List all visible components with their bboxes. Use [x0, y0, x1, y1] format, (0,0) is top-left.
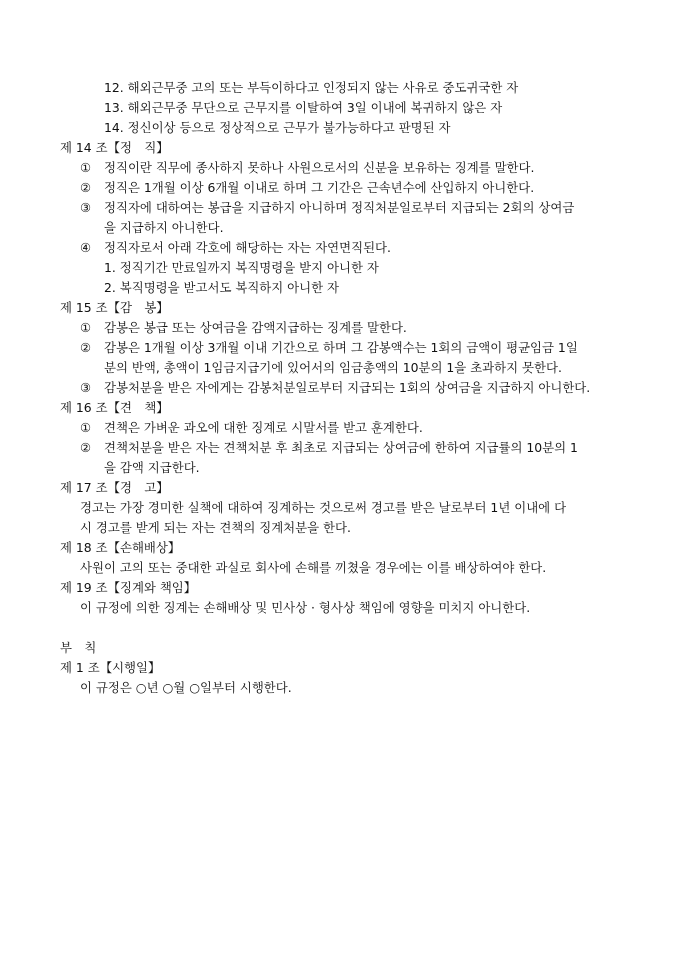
article-heading: 제 1 조【시행일】 — [60, 660, 161, 675]
paragraph-continuation: 분의 반액, 총액이 1임금지급기에 있어서의 임금총액의 10분의 1을 초과하지 못한다. — [104, 360, 562, 375]
paragraph-marker: ② — [80, 440, 92, 455]
list-item: 12. 해외근무중 고의 또는 부득이하다고 인정되지 않는 사유로 중도귀국한 자 — [104, 80, 519, 95]
paragraph — [0, 418, 680, 438]
article-heading: 제 17 조【경 고】 — [60, 480, 169, 495]
paragraph-marker: ① — [80, 160, 92, 175]
paragraph-marker: ① — [80, 420, 92, 435]
paragraph — [0, 178, 680, 198]
paragraph-marker: ② — [80, 340, 92, 355]
paragraph-marker: ③ — [80, 380, 92, 395]
paragraph-text: 감봉은 1개월 이상 3개월 이내 기간으로 하며 그 감봉액수는 1회의 금액이 평균임금 1일 — [104, 340, 578, 355]
paragraph-text: 감봉은 봉급 또는 상여금을 감액지급하는 징계를 말한다. — [104, 320, 407, 335]
paragraph — [0, 318, 680, 338]
article-body: 이 규정에 의한 징계는 손해배상 및 민사상 · 형사상 책임에 영향을 미치지 아니한다. — [80, 600, 531, 615]
paragraph-text: 견책은 가벼운 과오에 대한 징계로 시말서를 받고 훈계한다. — [104, 420, 423, 435]
article-heading: 제 15 조【감 봉】 — [60, 300, 169, 315]
paragraph-continuation: 을 지급하지 아니한다. — [104, 220, 224, 235]
paragraph — [0, 158, 680, 178]
paragraph-marker: ② — [80, 180, 92, 195]
article-heading: 제 16 조【견 책】 — [60, 400, 169, 415]
paragraph-text: 견책처분을 받은 자는 견책처분 후 최초로 지급되는 상여금에 한하여 지급률의 10분의 1 — [104, 440, 578, 455]
paragraph-marker: ① — [80, 320, 92, 335]
paragraph-text: 정직자로서 아래 각호에 해당하는 자는 자연면직된다. — [104, 240, 391, 255]
article-heading: 제 19 조【징계와 책임】 — [60, 580, 197, 595]
article-heading: 제 18 조【손해배상】 — [60, 540, 181, 555]
paragraph — [0, 198, 680, 218]
article-body: 사원이 고의 또는 중대한 과실로 회사에 손해를 끼쳤을 경우에는 이를 배상하여야 한다. — [80, 560, 547, 575]
paragraph — [0, 338, 680, 358]
paragraph-marker: ③ — [80, 200, 92, 215]
list-item: 13. 해외근무중 무단으로 근무지를 이탈하여 3일 이내에 복귀하지 않은 자 — [104, 100, 503, 115]
section-heading: 부 칙 — [60, 640, 97, 655]
paragraph-text: 정직은 1개월 이상 6개월 이내로 하며 그 기간은 근속년수에 산입하지 아니한다. — [104, 180, 535, 195]
sub-item: 1. 정직기간 만료일까지 복직명령을 받지 아니한 자 — [104, 260, 379, 275]
paragraph — [0, 378, 680, 398]
list-item: 14. 정신이상 등으로 정상적으로 근무가 불가능하다고 판명된 자 — [104, 120, 451, 135]
article-body: 이 규정은 ○년 ○월 ○일부터 시행한다. — [80, 680, 292, 695]
paragraph — [0, 438, 680, 458]
paragraph-text: 정직이란 직무에 종사하지 못하나 사원으로서의 신분을 보유하는 징계를 말한다. — [104, 160, 535, 175]
paragraph — [0, 238, 680, 258]
sub-item: 2. 복직명령을 받고서도 복직하지 아니한 자 — [104, 280, 339, 295]
paragraph-continuation: 을 감액 지급한다. — [104, 460, 200, 475]
article-body: 경고는 가장 경미한 실책에 대하여 징계하는 것으로써 경고를 받은 날로부터 1년 이내에 다 — [80, 500, 567, 515]
article-body: 시 경고를 받게 되는 자는 견책의 징계처분을 한다. — [80, 520, 351, 535]
paragraph-marker: ④ — [80, 240, 92, 255]
article-heading: 제 14 조【정 직】 — [60, 140, 169, 155]
paragraph-text: 정직자에 대하여는 봉급을 지급하지 아니하며 정직처분일로부터 지급되는 2회의 상여금 — [104, 200, 575, 215]
paragraph-text: 감봉처분을 받은 자에게는 감봉처분일로부터 지급되는 1회의 상여금을 지급하지 아니한다. — [104, 380, 591, 395]
